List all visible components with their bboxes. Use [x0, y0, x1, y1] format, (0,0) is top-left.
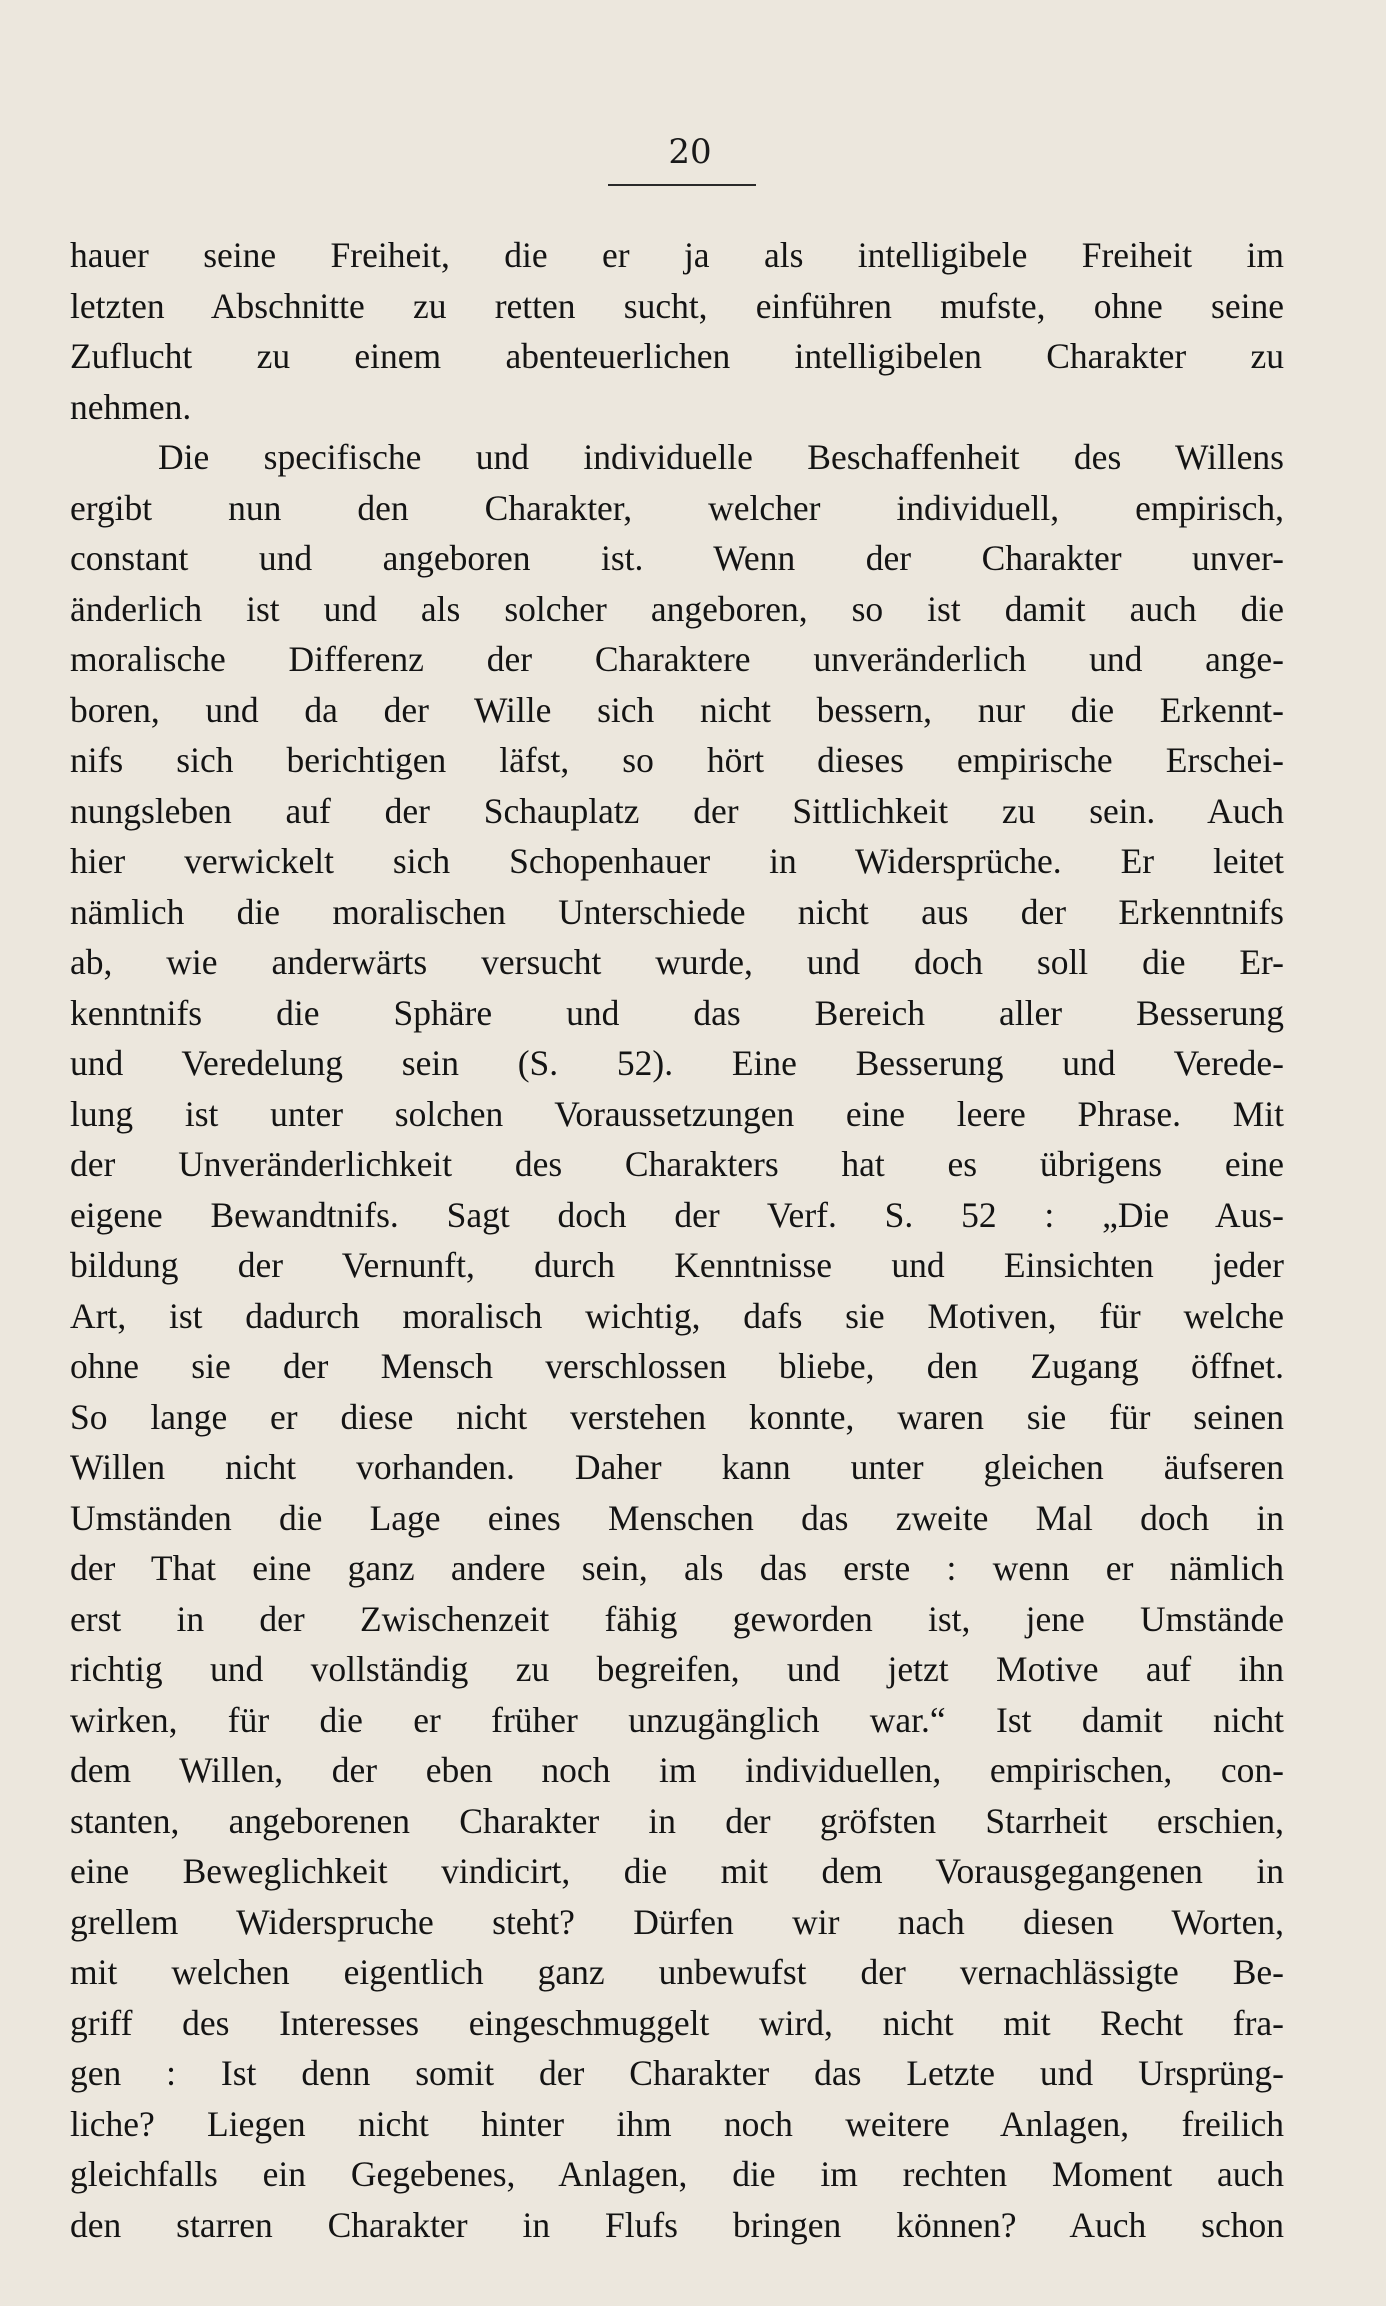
text-line: ohne sie der Mensch verschlossen bliebe, den Zugang öffnet. [70, 1346, 1284, 1386]
text-line: nämlich die moralischen Unterschiede nicht aus der Erkenntnifs [70, 891, 1284, 932]
text-line: dem Willen, der eben noch im individuellen, empirischen, con- [70, 1750, 1284, 1790]
text-line: mit welchen eigentlich ganz unbewufst der vernachlässigte Be- [70, 1952, 1284, 1992]
text-line: grellem Widerspruche steht? Dürfen wir nach diesen Worten, [70, 1901, 1284, 1942]
text-line: änderlich ist und als solcher angeboren, so ist damit auch die [70, 588, 1284, 629]
text-line: lung ist unter solchen Voraussetzungen eine leere Phrase. Mit [70, 1093, 1284, 1134]
text-line: gen : Ist denn somit der Charakter das Letzte und Ursprüng- [70, 2053, 1284, 2093]
header-rule [608, 184, 756, 186]
text-line: den starren Charakter in Flufs bringen können? Auch schon [70, 2204, 1284, 2245]
text-line: ergibt nun den Charakter, welcher individuell, empirisch, [70, 487, 1284, 528]
text-line: bildung der Vernunft, durch Kenntnisse und Einsichten jeder [70, 1245, 1284, 1285]
text-line: der Unveränderlichkeit des Charakters hat es übrigens eine [70, 1144, 1284, 1184]
text-line: der That eine ganz andere sein, als das erste : wenn er nämlich [70, 1548, 1284, 1588]
text-line: ab, wie anderwärts versucht wurde, und doch soll die Er- [70, 942, 1284, 982]
text-line: Umständen die Lage eines Menschen das zweite Mal doch in [70, 1497, 1284, 1538]
text-line: nungsleben auf der Schauplatz der Sittlichkeit zu sein. Auch [70, 790, 1284, 831]
text-line: griff des Interesses eingeschmuggelt wird, nicht mit Recht fra- [70, 2002, 1284, 2043]
text-line: hier verwickelt sich Schopenhauer in Widersprüche. Er leitet [70, 841, 1284, 881]
text-line: boren, und da der Wille sich nicht bessern, nur die Erkennt- [70, 689, 1284, 730]
text-line: stanten, angeborenen Charakter in der gröfsten Starrheit erschien, [70, 1800, 1284, 1841]
text-line: gleichfalls ein Gegebenes, Anlagen, die im rechten Moment auch [70, 2154, 1284, 2194]
text-line: Art, ist dadurch moralisch wichtig, dafs sie Motiven, für welche [70, 1295, 1284, 1336]
page-number: 20 [668, 132, 712, 172]
text-line: wirken, für die er früher unzugänglich war.“ Ist damit nicht [70, 1699, 1284, 1740]
text-line: und Veredelung sein (S. 52). Eine Besserung und Verede- [70, 1043, 1284, 1083]
text-line: Die specifische und individuelle Beschaffenheit des Willens [158, 437, 1284, 477]
text-line: richtig und vollständig zu begreifen, und jetzt Motive auf ihn [70, 1649, 1284, 1689]
text-line: kenntnifs die Sphäre und das Bereich aller Besserung [70, 992, 1284, 1033]
text-line: letzten Abschnitte zu retten sucht, einführen mufste, ohne seine [70, 285, 1284, 326]
text-line: Zuflucht zu einem abenteuerlichen intelligibelen Charakter zu [70, 336, 1284, 376]
text-line: eigene Bewandtnifs. Sagt doch der Verf. S. 52 : „Die Aus- [70, 1194, 1284, 1235]
text-line: Willen nicht vorhanden. Daher kann unter gleichen äufseren [70, 1447, 1284, 1487]
text-line: erst in der Zwischenzeit fähig geworden ist, jene Umstände [70, 1598, 1284, 1639]
text-line: liche? Liegen nicht hinter ihm noch weitere Anlagen, freilich [70, 2103, 1284, 2144]
text-line: hauer seine Freiheit, die er ja als intelligibele Freiheit im [70, 235, 1284, 275]
text-line: nehmen. [70, 386, 192, 427]
text-line: eine Beweglichkeit vindicirt, die mit dem Vorausgegangenen in [70, 1851, 1284, 1891]
text-line: constant und angeboren ist. Wenn der Charakter unver- [70, 538, 1284, 578]
text-line: So lange er diese nicht verstehen konnte, waren sie für seinen [70, 1396, 1284, 1437]
text-line: moralische Differenz der Charaktere unveränderlich und ange- [70, 639, 1284, 679]
text-line: nifs sich berichtigen läfst, so hört dieses empirische Erschei- [70, 740, 1284, 780]
body-text [70, 230, 1284, 2250]
